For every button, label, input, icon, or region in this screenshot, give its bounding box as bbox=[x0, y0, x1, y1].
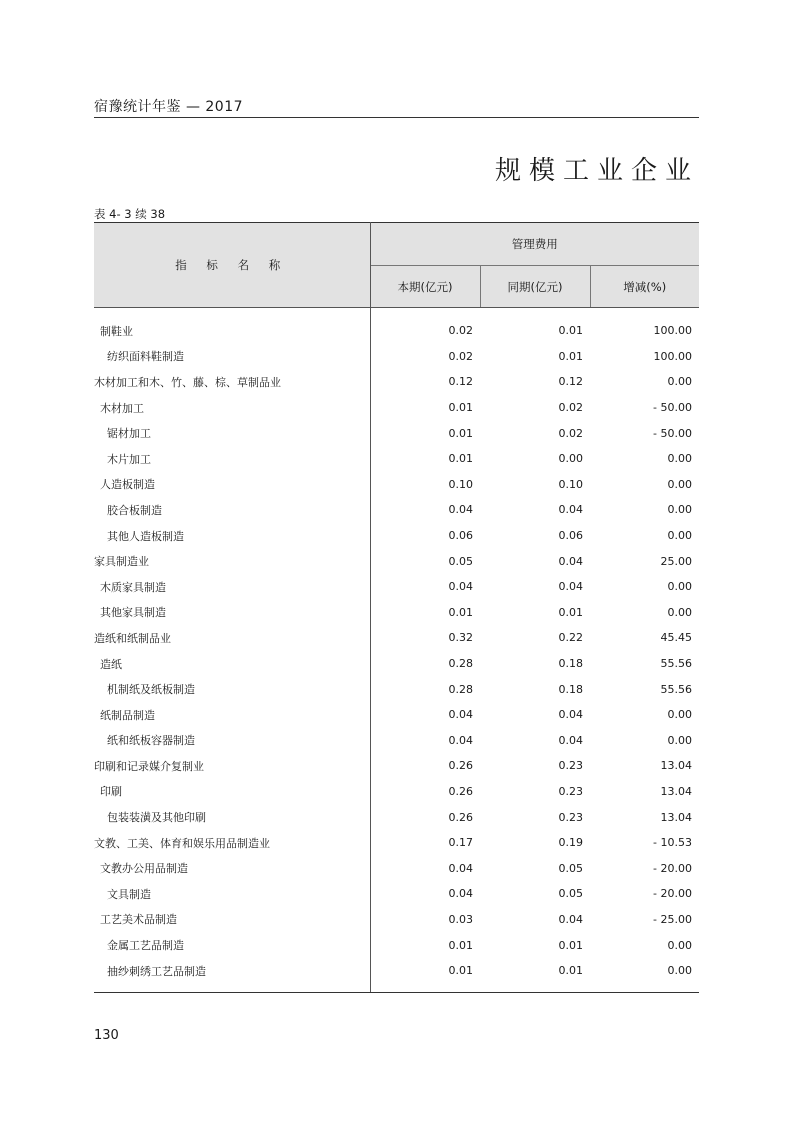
table-row bbox=[94, 369, 699, 395]
table-row bbox=[94, 548, 699, 574]
table-header bbox=[94, 223, 699, 308]
change-percent-cell: 0.00 bbox=[667, 708, 692, 722]
indicator-name-cell: 造纸和纸制品业 bbox=[94, 625, 370, 651]
change-percent-cell: 100.00 bbox=[653, 324, 692, 338]
current-value-cell: 0.01 bbox=[448, 426, 473, 440]
current-value-cell: 0.12 bbox=[448, 375, 473, 389]
change-percent-cell: - 10.53 bbox=[653, 836, 692, 850]
table-row bbox=[94, 830, 699, 856]
table-row bbox=[94, 446, 699, 472]
indicator-name-cell: 木质家具制造 bbox=[94, 574, 370, 600]
previous-value-cell: 0.01 bbox=[480, 958, 590, 993]
indicator-name-cell: 木材加工 bbox=[94, 395, 370, 421]
running-head-title: 宿豫统计年鉴 — 2017 bbox=[94, 99, 244, 115]
previous-value-cell: 0.06 bbox=[558, 529, 583, 543]
data-table bbox=[94, 222, 699, 993]
change-percent-cell: 0.00 bbox=[667, 375, 692, 389]
indicator-name-cell: 纸和纸板容器制造 bbox=[94, 728, 370, 754]
previous-value-cell: 0.12 bbox=[558, 375, 583, 389]
indicator-name-cell: 胶合板制造 bbox=[94, 497, 370, 523]
table-row bbox=[94, 753, 699, 779]
indicator-name-cell: 其他家具制造 bbox=[94, 600, 370, 626]
table-row bbox=[94, 779, 699, 805]
current-value-cell: 0.01 bbox=[448, 401, 473, 415]
indicator-name-cell: 其他人造板制造 bbox=[94, 523, 370, 549]
section-title: 规模工业企业 bbox=[494, 156, 699, 186]
current-value-cell: 0.02 bbox=[448, 324, 473, 338]
table-row bbox=[94, 804, 699, 830]
previous-value-cell: 0.05 bbox=[558, 887, 583, 901]
table-row bbox=[94, 881, 699, 907]
indicator-name-cell: 家具制造业 bbox=[94, 548, 370, 574]
previous-value-cell: 0.22 bbox=[558, 631, 583, 645]
previous-value-cell: 0.00 bbox=[558, 452, 583, 466]
previous-value-cell: 0.04 bbox=[558, 912, 583, 926]
current-value-cell: 0.04 bbox=[448, 503, 473, 517]
change-percent-cell: 13.04 bbox=[660, 759, 692, 773]
table-row bbox=[94, 728, 699, 754]
previous-value-cell: 0.01 bbox=[558, 349, 583, 363]
page-number: 130 bbox=[94, 1028, 119, 1043]
indicator-name-cell: 印刷 bbox=[94, 779, 370, 805]
table-row bbox=[94, 344, 699, 370]
change-percent-cell: 25.00 bbox=[660, 554, 692, 568]
previous-value-cell: 0.04 bbox=[558, 733, 583, 747]
previous-value-cell: 0.02 bbox=[558, 401, 583, 415]
change-percent-cell: 100.00 bbox=[653, 349, 692, 363]
current-value-cell: 0.26 bbox=[448, 810, 473, 824]
previous-value-cell: 0.18 bbox=[558, 657, 583, 671]
table-row bbox=[94, 472, 699, 498]
change-percent-cell: - 25.00 bbox=[653, 912, 692, 926]
table-row bbox=[94, 907, 699, 933]
current-value-cell: 0.04 bbox=[448, 861, 473, 875]
change-percent-cell: 0.00 bbox=[667, 503, 692, 517]
table-row bbox=[94, 651, 699, 677]
table-row bbox=[94, 395, 699, 421]
current-value-cell: 0.06 bbox=[448, 529, 473, 543]
indicator-name-cell: 人造板制造 bbox=[94, 472, 370, 498]
table-row bbox=[94, 958, 699, 993]
previous-value-cell: 0.01 bbox=[558, 938, 583, 952]
current-value-cell: 0.10 bbox=[448, 477, 473, 491]
previous-value-cell: 0.05 bbox=[558, 861, 583, 875]
table-row bbox=[94, 676, 699, 702]
previous-value-cell: 0.23 bbox=[558, 810, 583, 824]
indicator-name-cell: 印刷和记录媒介复制业 bbox=[94, 753, 370, 779]
indicator-name-cell: 金属工艺品制造 bbox=[94, 932, 370, 958]
change-percent-cell: 0.00 bbox=[667, 529, 692, 543]
change-percent-cell: - 50.00 bbox=[653, 426, 692, 440]
indicator-name-cell: 工艺美术品制造 bbox=[94, 907, 370, 933]
current-value-cell: 0.05 bbox=[448, 554, 473, 568]
indicator-name-cell: 文教办公用品制造 bbox=[94, 855, 370, 881]
indicator-name-cell: 纺织面料鞋制造 bbox=[94, 344, 370, 370]
current-value-cell: 0.32 bbox=[448, 631, 473, 645]
current-value-cell: 0.01 bbox=[448, 938, 473, 952]
indicator-name-cell: 木片加工 bbox=[94, 446, 370, 472]
change-percent-cell: 13.04 bbox=[660, 784, 692, 798]
previous-value-cell: 0.04 bbox=[558, 708, 583, 722]
indicator-name-cell: 木材加工和木、竹、藤、棕、草制品业 bbox=[94, 369, 370, 395]
indicator-name-cell: 机制纸及纸板制造 bbox=[94, 676, 370, 702]
current-value-cell: 0.28 bbox=[448, 657, 473, 671]
change-percent-cell: 0.00 bbox=[667, 477, 692, 491]
current-value-cell: 0.17 bbox=[448, 836, 473, 850]
change-percent-header: 增减(%) bbox=[590, 266, 699, 308]
current-value-cell: 0.02 bbox=[448, 349, 473, 363]
change-percent-cell: 55.56 bbox=[660, 682, 692, 696]
previous-value-cell: 0.18 bbox=[558, 682, 583, 696]
indicator-name-cell: 抽纱刺绣工艺品制造 bbox=[94, 958, 370, 993]
previous-value-cell: 0.02 bbox=[558, 426, 583, 440]
change-percent-cell: 0.00 bbox=[667, 605, 692, 619]
table-row bbox=[94, 497, 699, 523]
indicator-name-header: 指 标 名 称 bbox=[94, 223, 370, 308]
table-row bbox=[94, 574, 699, 600]
previous-value-cell: 0.23 bbox=[558, 759, 583, 773]
table-row bbox=[94, 308, 699, 344]
current-value-cell: 0.03 bbox=[448, 912, 473, 926]
management-expense-header: 管理费用 bbox=[370, 223, 699, 266]
table-body bbox=[94, 308, 699, 993]
indicator-name-cell: 造纸 bbox=[94, 651, 370, 677]
indicator-name-cell: 锯材加工 bbox=[94, 420, 370, 446]
current-value-cell: 0.26 bbox=[448, 759, 473, 773]
header-rule bbox=[94, 117, 699, 118]
previous-value-cell: 0.04 bbox=[558, 554, 583, 568]
table-row bbox=[94, 600, 699, 626]
table-row bbox=[94, 420, 699, 446]
change-percent-cell: 45.45 bbox=[660, 631, 692, 645]
current-value-cell: 0.01 bbox=[370, 958, 480, 993]
change-percent-cell: 0.00 bbox=[667, 580, 692, 594]
change-percent-cell: 55.56 bbox=[660, 657, 692, 671]
indicator-name-cell: 制鞋业 bbox=[94, 308, 370, 344]
previous-value-cell: 0.04 bbox=[558, 580, 583, 594]
previous-value-cell: 0.23 bbox=[558, 784, 583, 798]
change-percent-cell: 0.00 bbox=[667, 733, 692, 747]
previous-value-cell: 0.10 bbox=[558, 477, 583, 491]
current-value-cell: 0.04 bbox=[448, 580, 473, 594]
indicator-name-cell: 包装装潢及其他印刷 bbox=[94, 804, 370, 830]
current-value-cell: 0.26 bbox=[448, 784, 473, 798]
indicator-name-cell: 纸制品制造 bbox=[94, 702, 370, 728]
current-period-header: 本期(亿元) bbox=[370, 266, 480, 308]
indicator-name-cell: 文教、工美、体育和娱乐用品制造业 bbox=[94, 830, 370, 856]
change-percent-cell: 0.00 bbox=[590, 958, 699, 993]
change-percent-cell: - 20.00 bbox=[653, 861, 692, 875]
indicator-name-cell: 文具制造 bbox=[94, 881, 370, 907]
previous-value-cell: 0.04 bbox=[558, 503, 583, 517]
table-row bbox=[94, 523, 699, 549]
change-percent-cell: - 20.00 bbox=[653, 887, 692, 901]
previous-value-cell: 0.01 bbox=[558, 324, 583, 338]
previous-value-cell: 0.01 bbox=[558, 605, 583, 619]
current-value-cell: 0.01 bbox=[448, 452, 473, 466]
change-percent-cell: 13.04 bbox=[660, 810, 692, 824]
current-value-cell: 0.28 bbox=[448, 682, 473, 696]
table-caption: 表 4- 3 续 38 bbox=[94, 207, 166, 221]
table-row bbox=[94, 702, 699, 728]
current-value-cell: 0.04 bbox=[448, 733, 473, 747]
current-value-cell: 0.04 bbox=[448, 708, 473, 722]
current-value-cell: 0.04 bbox=[448, 887, 473, 901]
change-percent-cell: - 50.00 bbox=[653, 401, 692, 415]
table-row bbox=[94, 855, 699, 881]
change-percent-cell: 0.00 bbox=[667, 452, 692, 466]
table-row bbox=[94, 625, 699, 651]
current-value-cell: 0.01 bbox=[448, 605, 473, 619]
change-percent-cell: 0.00 bbox=[667, 938, 692, 952]
previous-value-cell: 0.19 bbox=[558, 836, 583, 850]
previous-period-header: 同期(亿元) bbox=[480, 266, 590, 308]
table-row bbox=[94, 932, 699, 958]
